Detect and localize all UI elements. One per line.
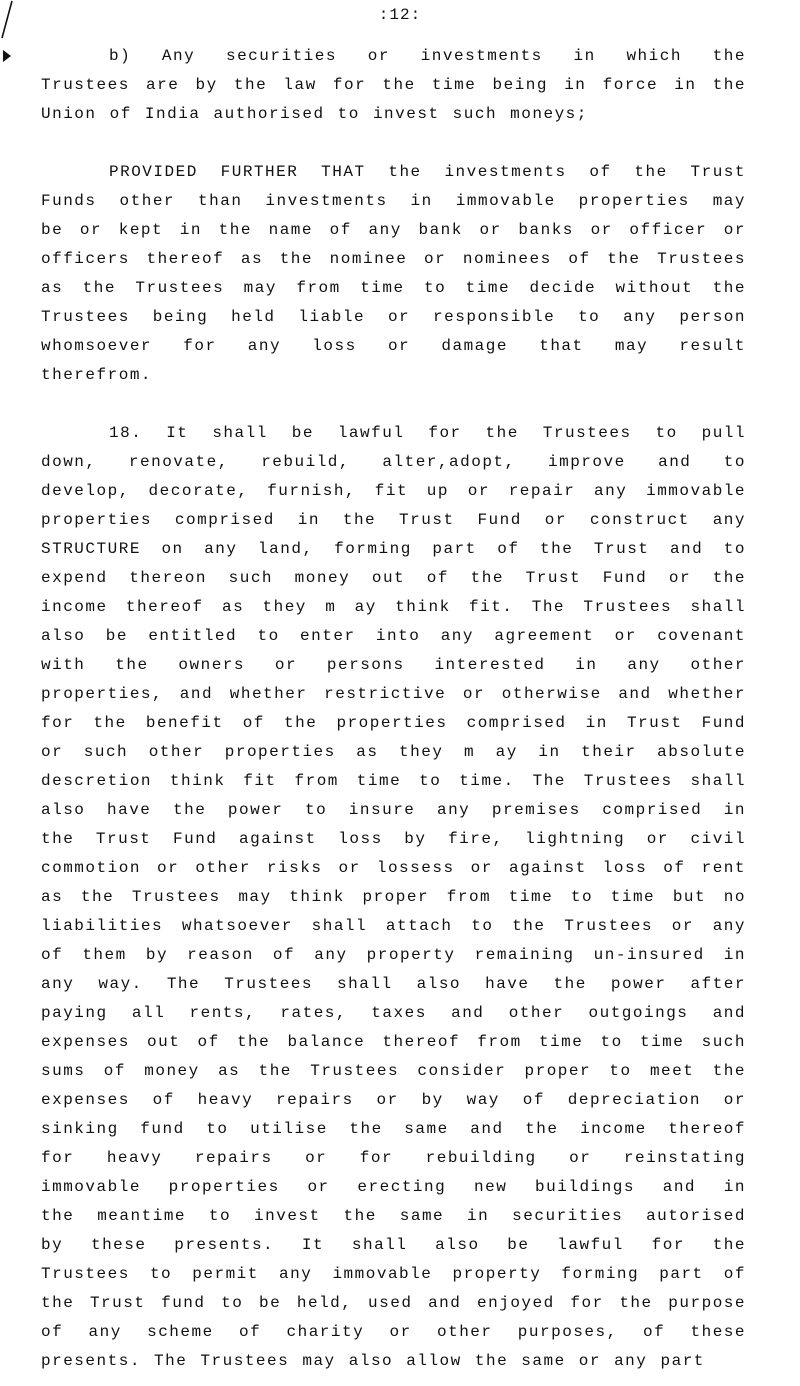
text-line: also be entitled to enter into any agreement or covenant — [41, 627, 746, 645]
text-line: down, renovate, rebuild, alter,adopt, improve and to — [41, 453, 746, 471]
document-body — [41, 42, 746, 1376]
clause-18-paragraph — [41, 419, 746, 1376]
text-line: be or kept in the name of any bank or banks or officer or — [41, 221, 746, 239]
text-line: paying all rents, rates, taxes and other outgoings and — [41, 1004, 746, 1022]
text-line: sums of money as the Trustees consider proper to meet the — [41, 1062, 746, 1080]
text-line: Trustees to permit any immovable property forming part of — [41, 1265, 746, 1283]
text-line: for the benefit of the properties comprised in Trust Fund — [41, 714, 746, 732]
text-line: by these presents. It shall also be lawful for the — [41, 1236, 746, 1254]
text-line: as the Trustees may think proper from time to time but no — [41, 888, 746, 906]
text-line: expenses out of the balance thereof from time to time such — [41, 1033, 746, 1051]
text-line: presents. The Trustees may also allow the same or any part — [41, 1352, 705, 1370]
margin-arrow-icon — [3, 50, 11, 62]
text-line: immovable properties or erecting new buildings and in — [41, 1178, 746, 1196]
text-line: Trustees are by the law for the time being in force in the — [41, 76, 746, 94]
text-line: therefrom. — [41, 366, 153, 384]
text-line: commotion or other risks or lossess or against loss of rent — [41, 859, 746, 877]
text-line: or such other properties as they m ay in their absolute — [41, 743, 746, 761]
text-line: also have the power to insure any premises comprised in — [41, 801, 746, 819]
text-line: any way. The Trustees shall also have the power after — [41, 975, 746, 993]
text-line: develop, decorate, furnish, fit up or repair any immovable — [41, 482, 746, 500]
text-line: the Trust fund to be held, used and enjoyed for the purpose — [41, 1294, 746, 1312]
text-line: for heavy repairs or for rebuilding or reinstating — [41, 1149, 746, 1167]
text-line: of any scheme of charity or other purposes, of these — [41, 1323, 746, 1341]
clause-b-paragraph — [41, 42, 746, 129]
text-line: properties comprised in the Trust Fund or construct any — [41, 511, 746, 529]
text-line: liabilities whatsoever shall attach to the Trustees or any — [41, 917, 746, 935]
proviso-paragraph — [41, 158, 746, 390]
text-line: expenses of heavy repairs or by way of depreciation or — [41, 1091, 746, 1109]
text-line: Trustees being held liable or responsible to any person — [41, 308, 746, 326]
text-line: of them by reason of any property remaining un-insured in — [41, 946, 746, 964]
text-line: officers thereof as the nominee or nominees of the Trustees — [41, 250, 746, 268]
text-line: Union of India authorised to invest such moneys; — [41, 105, 588, 123]
text-line: the meantime to invest the same in securities autorised — [41, 1207, 746, 1225]
text-line: Funds other than investments in immovable properties may — [41, 192, 746, 210]
text-line: sinking fund to utilise the same and the income thereof — [41, 1120, 746, 1138]
text-line: properties, and whether restrictive or otherwise and whether — [41, 685, 746, 703]
text-line: whomsoever for any loss or damage that may result — [41, 337, 746, 355]
text-line: STRUCTURE on any land, forming part of the Trust and to — [41, 540, 746, 558]
text-line: income thereof as they m ay think fit. The Trustees shall — [41, 598, 746, 616]
text-line: PROVIDED FURTHER THAT the investments of the Trust — [109, 163, 746, 181]
text-line: b) Any securities or investments in which the — [109, 47, 746, 65]
text-line: the Trust Fund against loss by fire, lightning or civil — [41, 830, 746, 848]
text-line: as the Trustees may from time to time decide without the — [41, 279, 746, 297]
text-line: expend thereon such money out of the Trust Fund or the — [41, 569, 746, 587]
text-line: descretion think fit from time to time. The Trustees shall — [41, 772, 746, 790]
page-number: :12: — [378, 6, 422, 24]
text-line: with the owners or persons interested in any other — [41, 656, 746, 674]
text-line: 18. It shall be lawful for the Trustees to pull — [109, 424, 746, 442]
